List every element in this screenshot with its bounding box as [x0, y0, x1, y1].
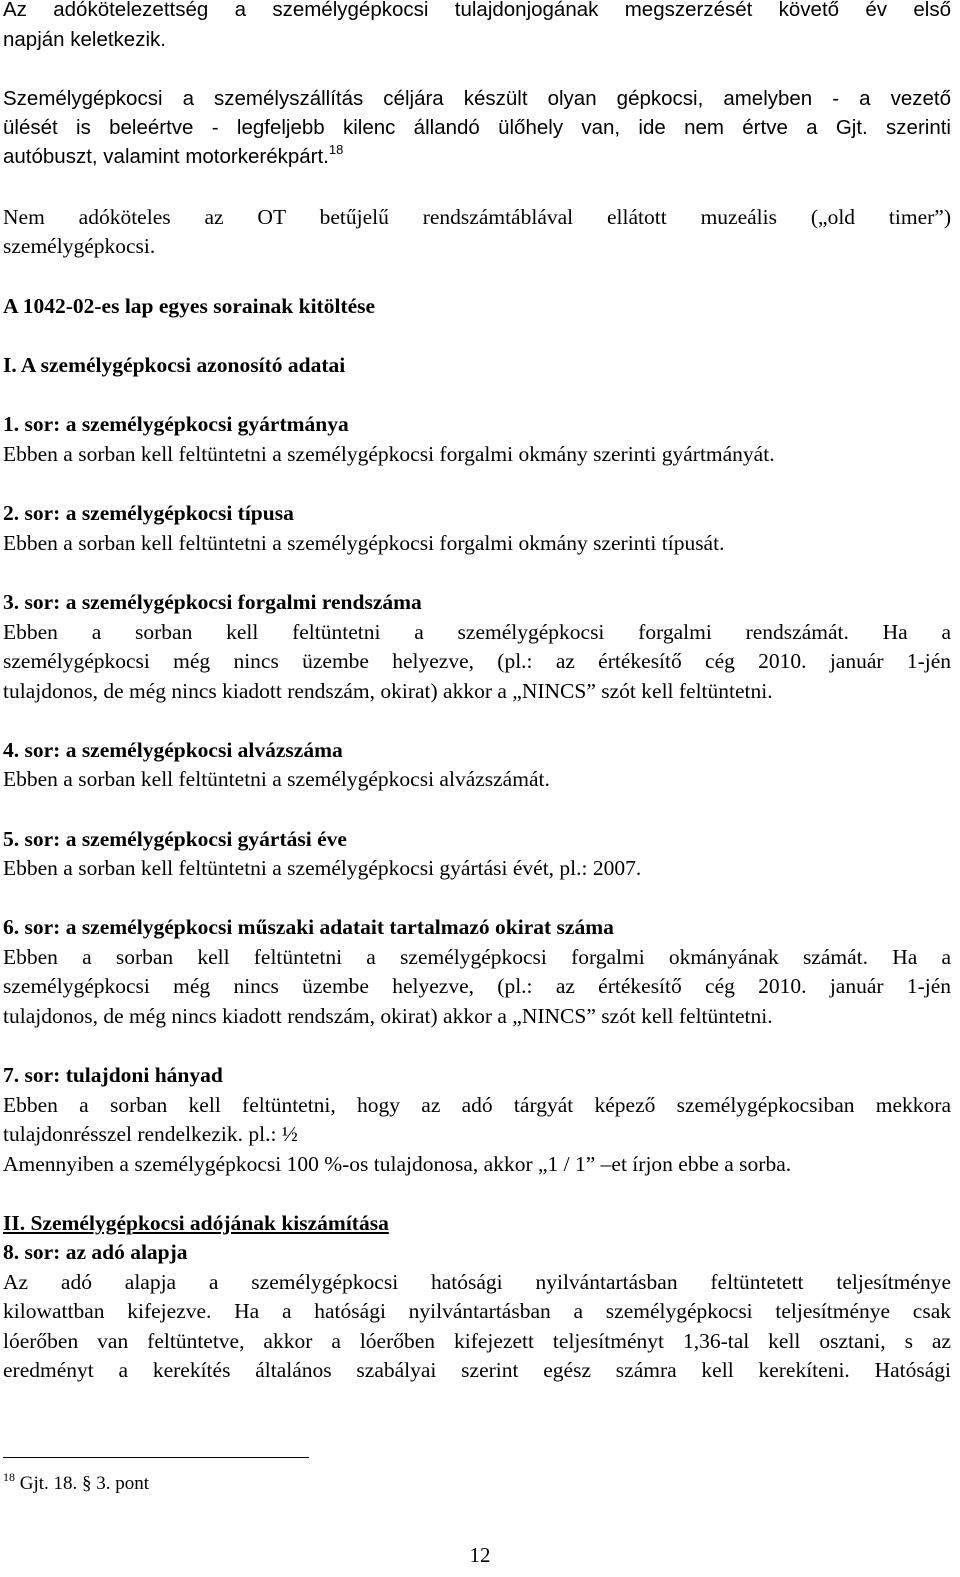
footnote-text: Gjt. 18. § 3. pont	[19, 1473, 150, 1494]
row-3-line-1: Ebben a sorban kell feltüntetni a személygépkocsi forgalmi rendszámát. Ha a	[3, 620, 951, 644]
section-1-title: I. A személygépkocsi azonosító adatai	[3, 353, 346, 377]
row-1-title: 1. sor: a személygépkocsi gyártmánya	[3, 412, 349, 436]
definition-line-2: ülését is beleértve - legfeljebb kilenc állandó ülőhely van, ide nem értve a Gjt. szerinti	[3, 116, 951, 139]
row-3-line-3: tulajdonos, de még nincs kiadott rendszám, okirat) akkor a „NINCS” szót kell feltüntetni.	[3, 679, 773, 703]
row-6-title: 6. sor: a személygépkocsi műszaki adatait tartalmazó okirat száma	[3, 915, 614, 939]
row-5-text: Ebben a sorban kell feltüntetni a személygépkocsi gyártási évét, pl.: 2007.	[3, 856, 642, 880]
exempt-line-1: Nem adóköteles az OT betűjelű rendszámtáblával ellátott muzeális („old timer”)	[3, 205, 951, 229]
page-number: 12	[469, 1543, 491, 1567]
row-6-line-2: személygépkocsi még nincs üzembe helyezve, (pl.: az értékesítő cég 2010. január 1-jén	[3, 974, 951, 998]
row-4-title: 4. sor: a személygépkocsi alvázszáma	[3, 738, 343, 762]
row-7-line-2: tulajdonrésszel rendelkezik. pl.: ½	[3, 1122, 298, 1146]
footnote	[3, 1470, 149, 1498]
section-2-title: II. Személygépkocsi adójának kiszámítása	[3, 1211, 389, 1235]
row-8-line-3: lóerőben van feltüntetve, akkor a lóerőben kifejezett teljesítményt 1,36-tal kell osztani, s az	[3, 1329, 951, 1353]
intro-line-1: Az adókötelezettség a személygépkocsi tulajdonjogának megszerzését követő év első	[3, 0, 951, 21]
main-heading: A 1042-02-es lap egyes sorainak kitöltése	[3, 294, 376, 318]
row-8-title: 8. sor: az adó alapja	[3, 1240, 188, 1264]
footnote-reference: 18	[328, 142, 344, 157]
row-5-title: 5. sor: a személygépkocsi gyártási éve	[3, 827, 347, 851]
footnote-number: 18	[3, 1470, 15, 1484]
row-8-line-2: kilowattban kifejezve. Ha a hatósági nyilvántartásban a személygépkocsi teljesítménye csak	[3, 1299, 951, 1323]
row-8-line-4: eredményt a kerekítés általános szabályai szerint egész számra kell kerekíteni. Hatósági	[3, 1358, 951, 1382]
row-3-line-2: személygépkocsi még nincs üzembe helyezve, (pl.: az értékesítő cég 2010. január 1-jén	[3, 649, 951, 673]
intro-line-2: napján keletkezik.	[3, 28, 166, 51]
footnote-separator	[3, 1457, 309, 1458]
row-2-title: 2. sor: a személygépkocsi típusa	[3, 501, 294, 525]
row-4-text: Ebben a sorban kell feltüntetni a személygépkocsi alvázszámát.	[3, 767, 550, 791]
row-6-line-1: Ebben a sorban kell feltüntetni a személygépkocsi forgalmi okmányának számát. Ha a	[3, 945, 951, 969]
definition-line-3-text: autóbuszt, valamint motorkerékpárt.	[3, 145, 329, 168]
row-8-line-1: Az adó alapja a személygépkocsi hatósági nyilvántartásban feltüntetett teljesítménye	[3, 1270, 951, 1294]
exempt-line-2: személygépkocsi.	[3, 234, 156, 258]
row-6-line-3: tulajdonos, de még nincs kiadott rendszám, okirat) akkor a „NINCS” szót kell feltüntetni.	[3, 1004, 773, 1028]
row-7-line-1: Ebben a sorban kell feltüntetni, hogy az adó tárgyát képező személygépkocsiban mekkora	[3, 1093, 951, 1117]
row-7-line-3: Amennyiben a személygépkocsi 100 %-os tulajdonosa, akkor „1 / 1” –et írjon ebbe a sorba.	[3, 1152, 792, 1176]
row-3-title: 3. sor: a személygépkocsi forgalmi rendszáma	[3, 590, 422, 614]
definition-line-1: Személygépkocsi a személyszállítás céljára készült olyan gépkocsi, amelyben - a vezető	[3, 87, 951, 110]
row-7-title: 7. sor: tulajdoni hányad	[3, 1063, 223, 1087]
row-1-text: Ebben a sorban kell feltüntetni a személygépkocsi forgalmi okmány szerinti gyártmányát.	[3, 442, 775, 466]
row-2-text: Ebben a sorban kell feltüntetni a személygépkocsi forgalmi okmány szerinti típusát.	[3, 531, 725, 555]
definition-line-3	[3, 143, 951, 171]
